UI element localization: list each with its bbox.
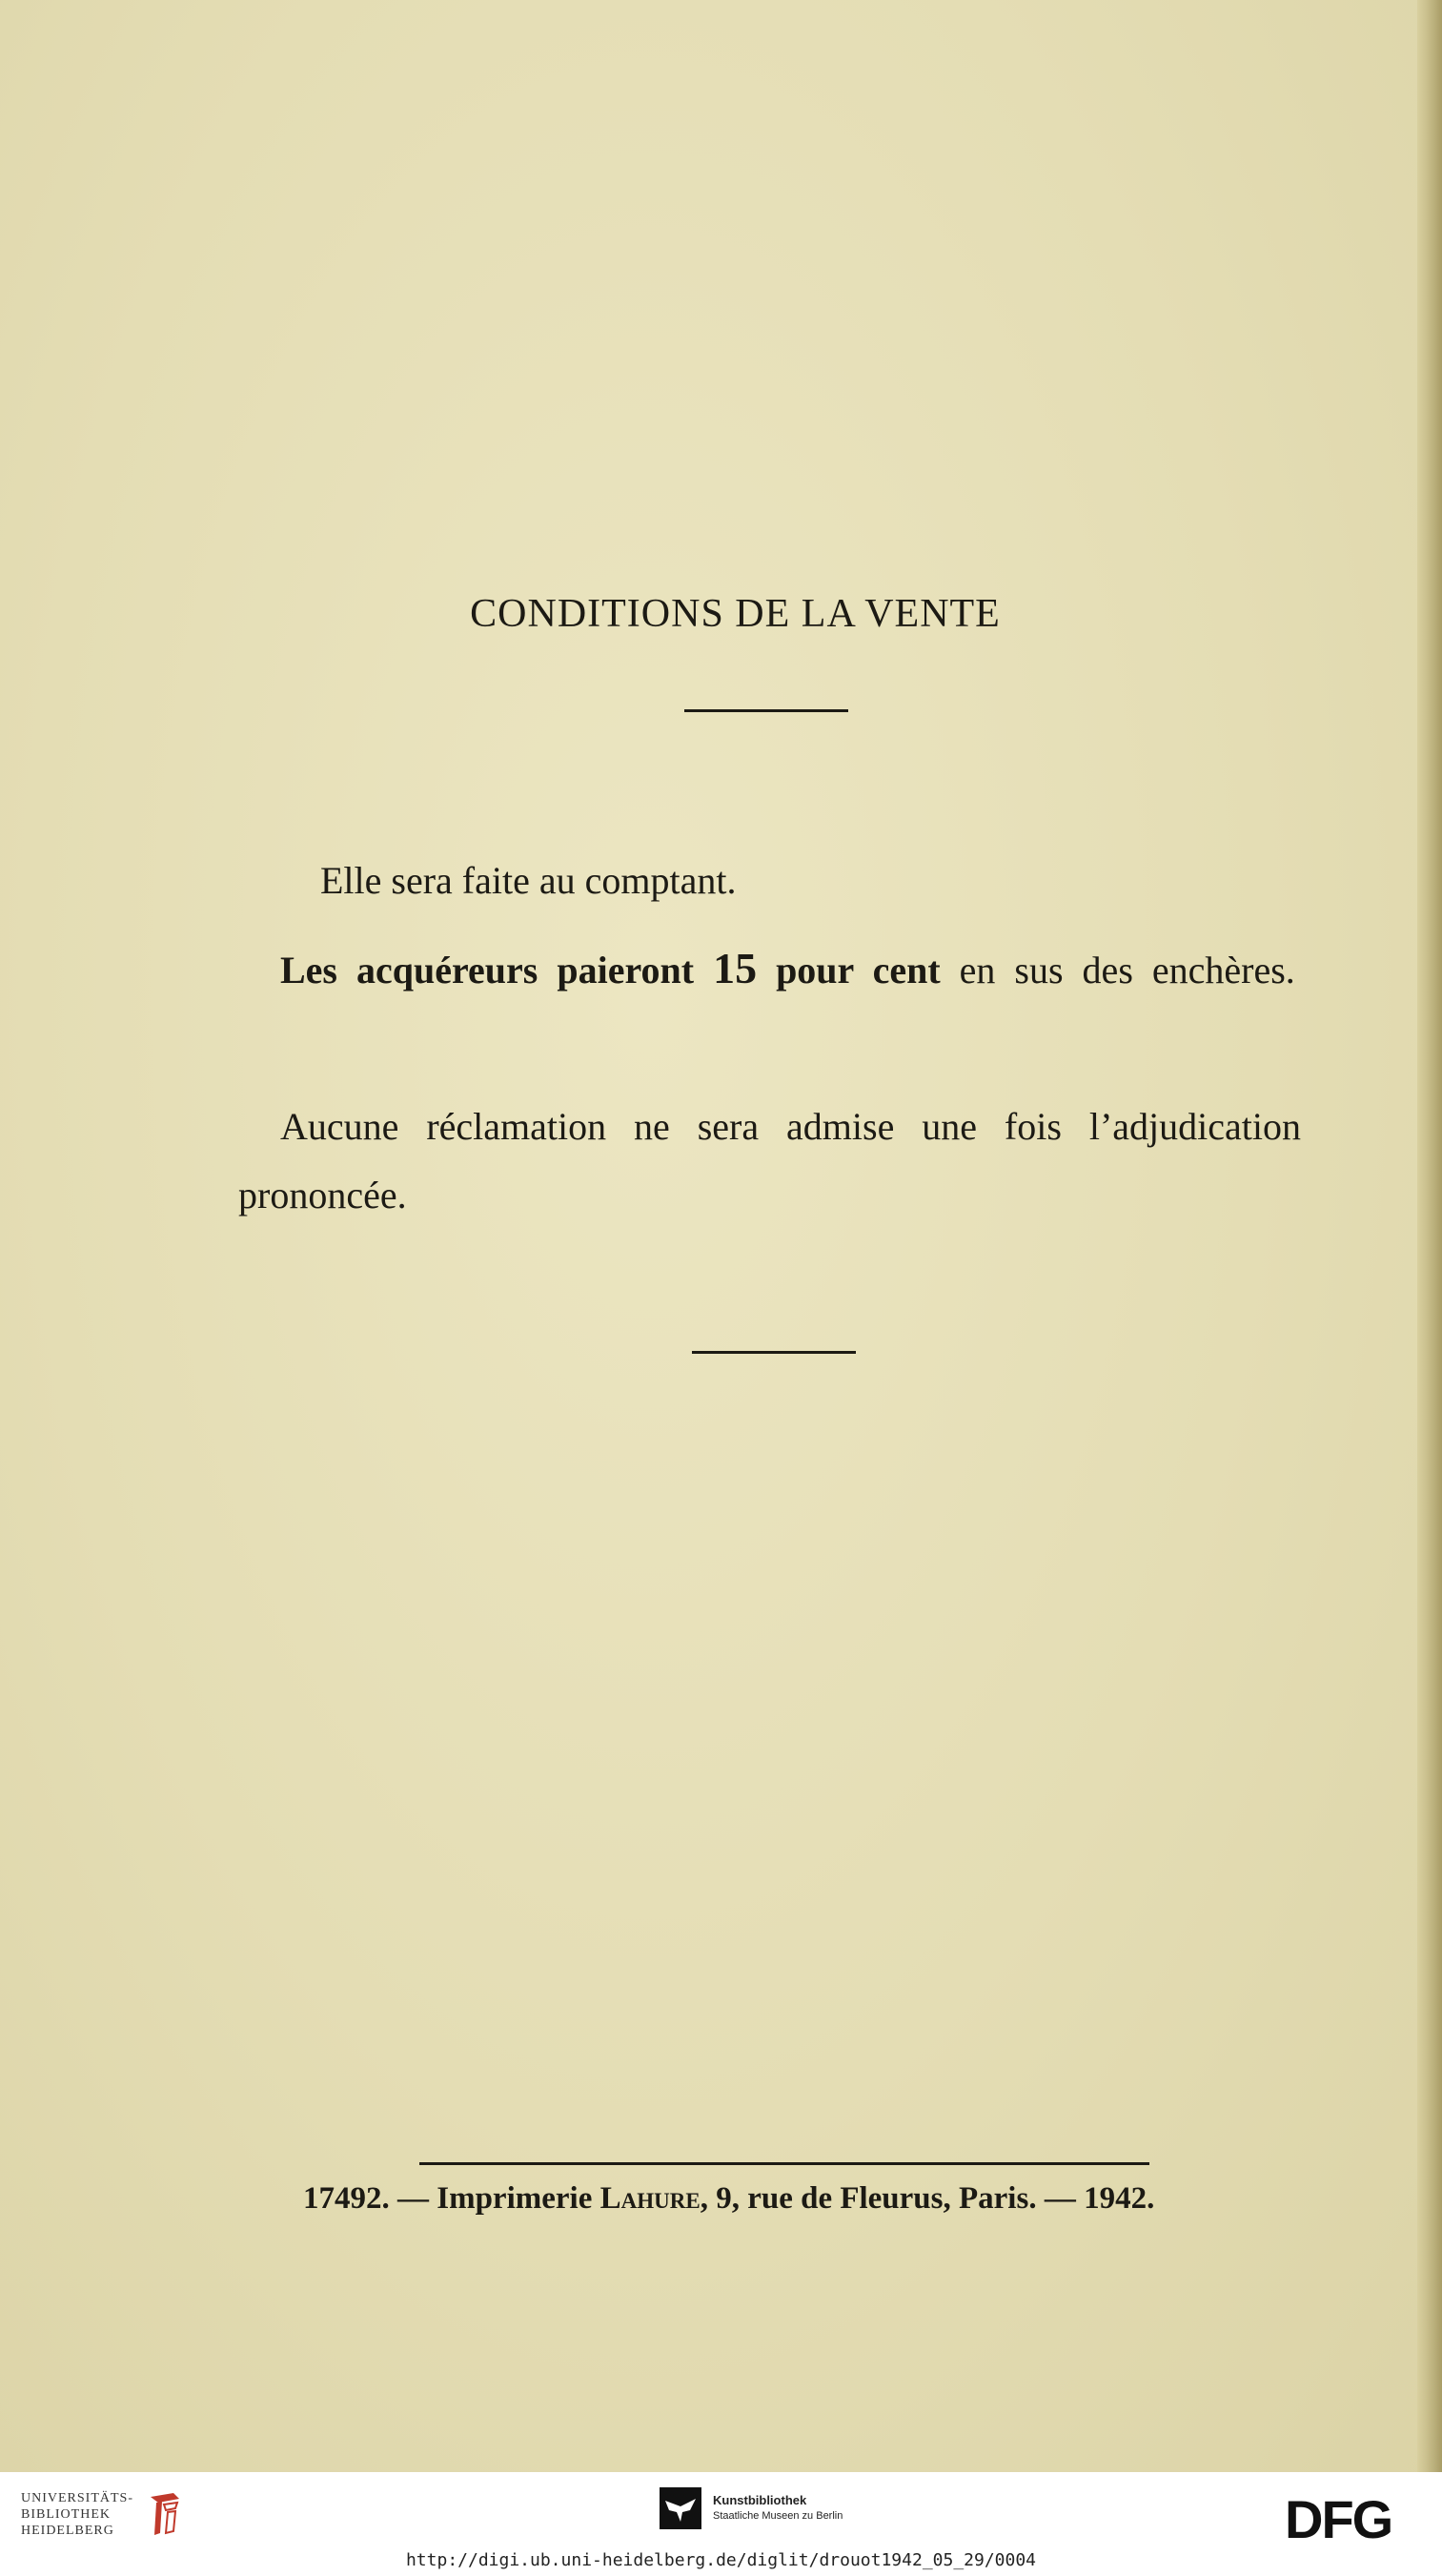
buyers-fee-rest: en sus des enchères. (959, 949, 1295, 992)
title-divider (684, 709, 848, 712)
kunstbibliothek-name: Kunstbibliothek (713, 2493, 807, 2507)
page-edge-shadow (1417, 0, 1442, 2472)
ub-logo-line1: UNIVERSITÄTS- (21, 2490, 133, 2505)
paragraph-payment: Elle sera faite au comptant. (320, 859, 737, 902)
imprint-suffix: , 9, rue de Fleurus, Paris. — 1942. (700, 2181, 1155, 2216)
ub-logo-line3: HEIDELBERG (21, 2523, 114, 2538)
ub-emblem-icon (145, 2489, 185, 2539)
buyers-fee-text: Les acquéreurs paieront (280, 949, 695, 992)
kunstbibliothek-eagle-icon (660, 2487, 701, 2529)
imprint-prefix: 17492. — Imprimerie (303, 2181, 593, 2216)
ub-logo-line2: BIBLIOTHEK (21, 2506, 111, 2522)
kunstbibliothek-logo[interactable] (660, 2487, 843, 2529)
dfg-logo[interactable]: DFG (1285, 2489, 1392, 2549)
kunstbibliothek-subtitle: Staatliche Museen zu Berlin (713, 2510, 843, 2522)
section-divider (692, 1351, 856, 1354)
kunstbibliothek-text (713, 2492, 843, 2525)
permalink-url[interactable]: http://digi.ub.uni-heidelberg.de/diglit/drouot1942_05_29/0004 (405, 2550, 1037, 2570)
page-title: CONDITIONS DE LA VENTE (470, 592, 1001, 636)
paragraph-buyers-fee (238, 934, 1301, 1005)
library-footer-bar (0, 2472, 1442, 2576)
buyers-fee-percent: 15 (713, 944, 758, 992)
paragraph-claims: Aucune réclamation ne sera admise une fois l’adjudication prononcée. (238, 1105, 1301, 1216)
ub-logo-text (21, 2490, 133, 2539)
printer-imprint (303, 2181, 1154, 2217)
ub-heidelberg-logo[interactable] (21, 2489, 185, 2539)
imprint-rule (419, 2162, 1149, 2165)
imprint-printer: Lahure (599, 2181, 701, 2216)
buyers-fee-unit: pour cent (776, 949, 941, 992)
